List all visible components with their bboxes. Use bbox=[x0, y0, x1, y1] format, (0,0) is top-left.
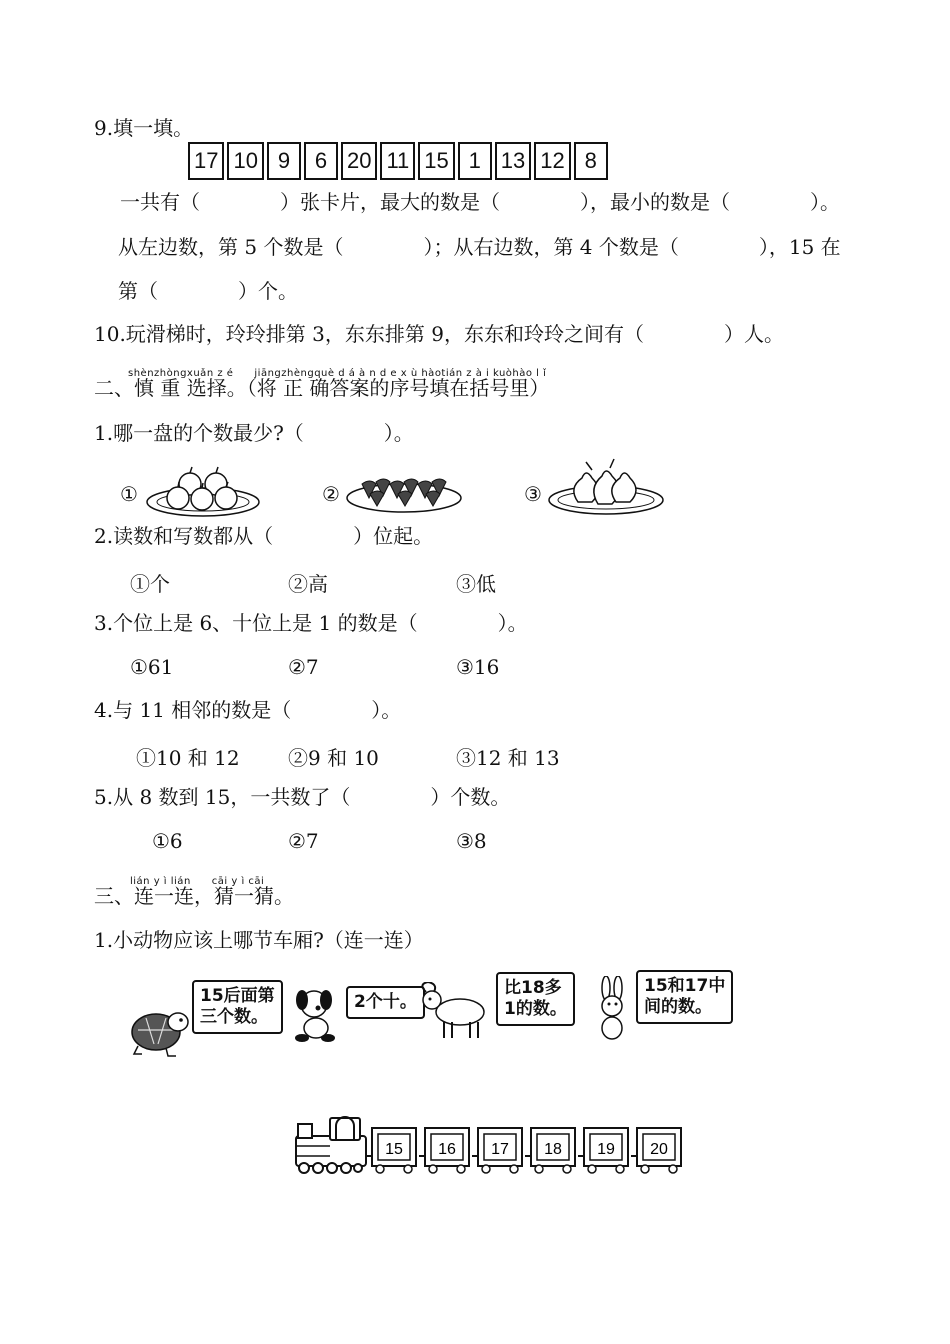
wagon-number: 15 bbox=[385, 1141, 403, 1158]
q10: 10.玩滑梯时，玲玲排第 3，东东排第 9，东东和玲玲之间有（ ）人。 bbox=[94, 322, 784, 346]
train-wagon[interactable] bbox=[631, 1128, 681, 1173]
q9-line2: 从左边数，第 5 个数是（ ）；从右边数，第 4 个数是（ ），15 在 bbox=[118, 235, 841, 259]
train-wagon[interactable] bbox=[366, 1128, 416, 1173]
section3-pinyin: lián y ì lián cāi y ì cāi bbox=[130, 876, 265, 887]
section3-title: 三、连一连，猜一猜。 bbox=[94, 884, 294, 908]
train-wagon[interactable] bbox=[525, 1128, 575, 1173]
q5-option-3: ③8 bbox=[456, 829, 487, 853]
q3-option-2: ②7 bbox=[288, 655, 319, 679]
q2-option-1: ①个 bbox=[130, 572, 170, 596]
wagon-number: 18 bbox=[544, 1141, 562, 1158]
turtle-image bbox=[128, 1000, 192, 1058]
q4-option-1: ①10 和 12 bbox=[136, 746, 240, 770]
wagon-number: 20 bbox=[650, 1141, 668, 1158]
goat-speech-bubble: 比18多 1的数。 bbox=[496, 972, 575, 1026]
wagon-number: 16 bbox=[438, 1141, 456, 1158]
q5-option-1: ①6 bbox=[152, 829, 183, 853]
turtle-speech-bubble: 15后面第 三个数。 bbox=[192, 980, 283, 1034]
pear-plate-image bbox=[548, 456, 664, 520]
q2-option-3: ③低 bbox=[456, 572, 496, 596]
s2-q5: 5.从 8 数到 15，一共数了（ ）个数。 bbox=[94, 785, 511, 809]
q5-option-2: ②7 bbox=[288, 829, 319, 853]
train-image bbox=[290, 1114, 690, 1178]
section2-pinyin: shènzhòngxuǎn z é jiāngzhèngquè d á à n d e x ù hàotián z à i kuòhào l ǐ bbox=[128, 368, 547, 379]
q9-title: 9.填一填。 bbox=[94, 116, 194, 140]
train-wagon[interactable] bbox=[419, 1128, 469, 1173]
wagon-number: 19 bbox=[597, 1141, 615, 1158]
number-card: 20 bbox=[341, 142, 377, 180]
number-card: 11 bbox=[380, 142, 415, 180]
number-card: 1 bbox=[458, 142, 492, 180]
train-wagon[interactable] bbox=[578, 1128, 628, 1173]
q9-line1: 一共有（ ）张卡片，最大的数是（ ），最小的数是（ ）。 bbox=[120, 190, 840, 214]
dog-image bbox=[290, 986, 340, 1046]
number-card: 9 bbox=[267, 142, 301, 180]
q4-option-3: ③12 和 13 bbox=[456, 746, 560, 770]
plate-2-label: ② bbox=[322, 482, 340, 506]
q9-line3: 第（ ）个。 bbox=[118, 279, 298, 303]
q3-option-1: ①61 bbox=[130, 655, 174, 679]
train-wagon[interactable] bbox=[472, 1128, 522, 1173]
plate-1-label: ① bbox=[120, 482, 138, 506]
plate-3-label: ③ bbox=[524, 482, 542, 506]
number-card: 12 bbox=[534, 142, 570, 180]
number-cards bbox=[188, 142, 608, 180]
s2-q4: 4.与 11 相邻的数是（ ）。 bbox=[94, 698, 402, 722]
number-card: 6 bbox=[304, 142, 338, 180]
wagon-number: 17 bbox=[491, 1141, 509, 1158]
rabbit-image bbox=[590, 976, 636, 1042]
locomotive-image bbox=[296, 1117, 366, 1173]
strawberry-plate-image bbox=[346, 468, 462, 518]
section2-title: 二、慎 重 选择。（将 正 确答案的序号填在括号里） bbox=[94, 376, 550, 400]
q3-option-3: ③16 bbox=[456, 655, 500, 679]
goat-image bbox=[414, 982, 494, 1042]
number-card: 8 bbox=[574, 142, 608, 180]
q2-option-2: ②高 bbox=[288, 572, 328, 596]
s3-q1: 1.小动物应该上哪节车厢?（连一连） bbox=[94, 928, 424, 952]
s2-q3: 3.个位上是 6、十位上是 1 的数是（ ）。 bbox=[94, 611, 528, 635]
number-card: 10 bbox=[227, 142, 263, 180]
s2-q2: 2.读数和写数都从（ ）位起。 bbox=[94, 524, 434, 548]
q4-option-2: ②9 和 10 bbox=[288, 746, 379, 770]
number-card: 15 bbox=[418, 142, 454, 180]
rabbit-speech-bubble: 15和17中 间的数。 bbox=[636, 970, 733, 1024]
s2-q1: 1.哪一盘的个数最少?（ ）。 bbox=[94, 421, 414, 445]
apple-plate-image bbox=[146, 462, 261, 520]
number-card: 17 bbox=[188, 142, 224, 180]
dog-speech-bubble: 2个十。 bbox=[346, 986, 425, 1019]
number-card: 13 bbox=[495, 142, 531, 180]
